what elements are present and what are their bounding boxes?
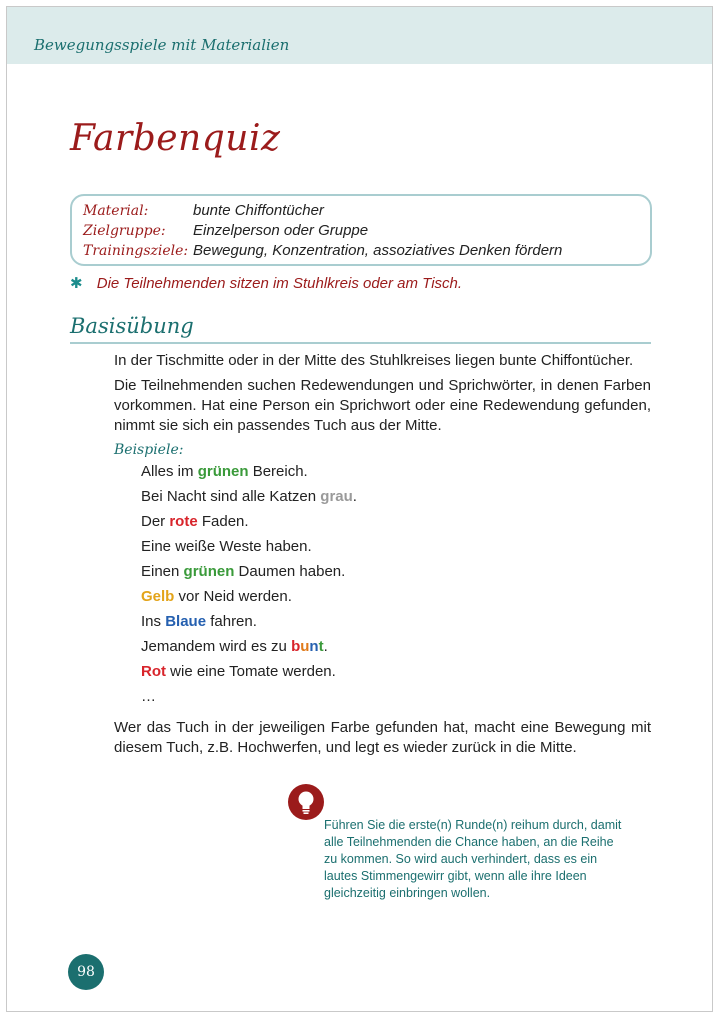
example-text: Einen [141, 563, 184, 580]
paragraph-rules: Die Teilnehmenden suchen Redewendungen und Sprichwörter, in denen Farben vorkommen. Hat eine Person ein Sprichwort oder eine Redewendung gefunden, nimmt sie sich ein passendes Tuch aus der Mitte. [114, 377, 651, 434]
color-letter: b [291, 638, 301, 655]
note-line [70, 274, 462, 292]
info-label: Material: [83, 203, 149, 219]
example-text: Alles im [141, 463, 198, 480]
color-word: Rot [141, 663, 166, 680]
list-item [141, 562, 357, 587]
info-label: Zielgruppe: [83, 223, 166, 239]
lightbulb-icon [288, 784, 324, 820]
color-word: grau [320, 488, 353, 505]
paragraph-intro: In der Tischmitte oder in der Mitte des Stuhlkreises liegen bunte Chiffontücher. [114, 352, 634, 369]
color-word: Gelb [141, 588, 175, 605]
page-title: Farbenquiz [70, 118, 281, 159]
example-text: Der [141, 513, 170, 530]
color-word: rote [169, 513, 198, 530]
list-item [141, 587, 357, 612]
example-text: Faden. [197, 513, 249, 530]
list-item [141, 687, 357, 712]
info-value: Bewegung, Konzentration, assoziatives Denken fördern [193, 242, 563, 259]
list-item [141, 537, 357, 562]
list-item [141, 462, 357, 487]
header-title: Bewegungsspiele mit Materialien [34, 36, 290, 54]
list-item [141, 637, 357, 662]
example-text: Jemandem wird es zu [141, 638, 292, 655]
example-list [141, 462, 357, 712]
asterisk-icon: ✱ [70, 275, 83, 292]
example-text: Eine weiße Weste haben. [141, 538, 312, 555]
tip-text: Führen Sie die erste(n) Runde(n) reihum durch, damit alle Teilnehmenden die Chance haben, an die Reihe zu kommen. So wird auch verhindert, dass es ein lautes Stimmengewirr gibt, wenn alle ihre Ideen gleichzeitig einbringen wollen. [324, 818, 622, 900]
example-text: Daumen haben. [234, 563, 346, 580]
example-text: . [323, 638, 328, 655]
paragraph-outcome: Wer das Tuch in der jeweiligen Farbe gefunden hat, macht eine Bewegung mit diesem Tuch, z.B. Hochwerfen, und legt es wieder zurück in die Mitte. [114, 719, 651, 756]
example-text: … [141, 688, 156, 705]
info-box [70, 194, 652, 266]
list-item [141, 512, 357, 537]
info-label: Trainingsziele: [83, 243, 189, 259]
list-item [141, 662, 357, 687]
note-text: Die Teilnehmenden sitzen im Stuhlkreis oder am Tisch. [96, 275, 463, 292]
example-text: Bei Nacht sind alle Katzen [141, 488, 321, 505]
color-word: grünen [197, 463, 249, 480]
example-text: Ins [141, 613, 166, 630]
example-text: vor Neid werden. [174, 588, 292, 605]
info-value: Einzelperson oder Gruppe [193, 222, 369, 239]
color-word: grünen [183, 563, 235, 580]
info-value: bunte Chiffontücher [193, 202, 324, 219]
section-heading: Basisübung [70, 314, 194, 338]
color-letter: t [318, 638, 324, 655]
example-text: . [352, 488, 357, 505]
example-text: fahren. [206, 613, 257, 630]
page-number: 98 [68, 954, 104, 990]
section-divider [70, 342, 651, 344]
color-word: Blaue [165, 613, 207, 630]
example-text: wie eine Tomate werden. [166, 663, 336, 680]
examples-label: Beispiele: [114, 442, 184, 458]
color-letter: u [300, 638, 310, 655]
color-letter: n [309, 638, 319, 655]
list-item [141, 487, 357, 512]
list-item [141, 612, 357, 637]
example-text: Bereich. [248, 463, 308, 480]
